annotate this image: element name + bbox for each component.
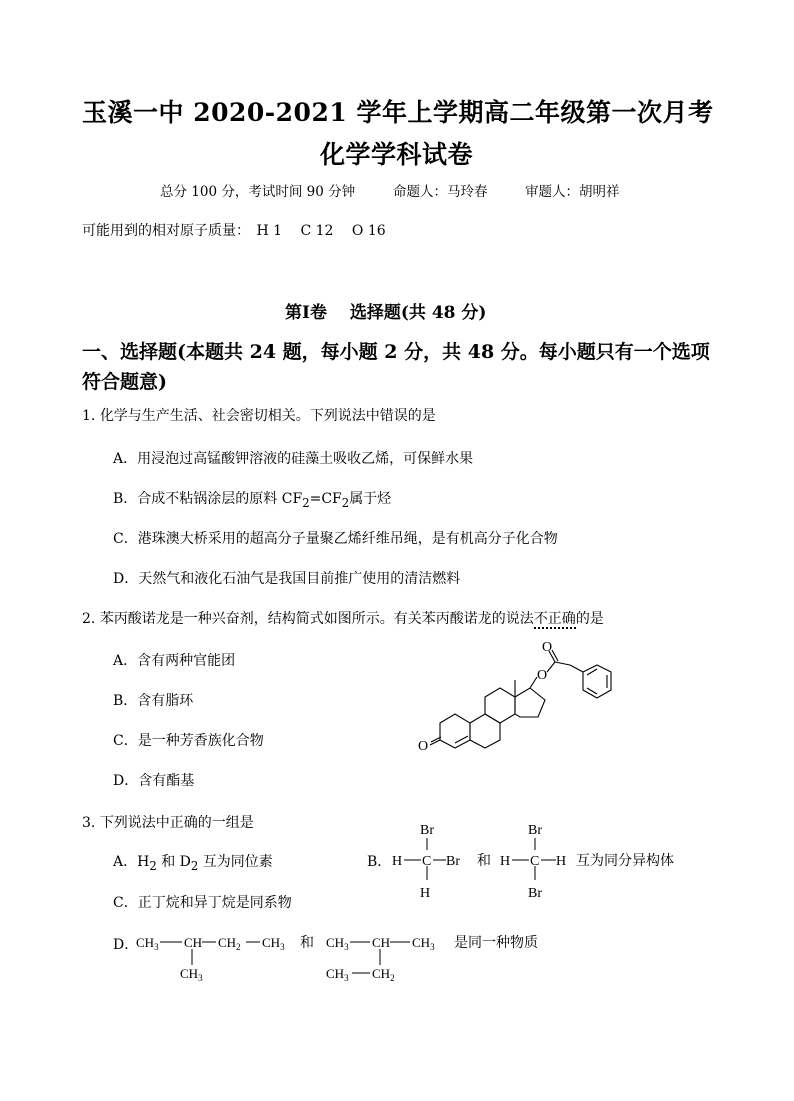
option-text: 含有两种官能团 [137,653,236,669]
right-h: H [500,854,511,869]
q1-option-c [113,528,558,548]
mol2-ch: CH [372,935,391,950]
q3-option-c [113,892,292,912]
question-text-post: 的是 [575,611,604,627]
mol1-ch3-a: $CH_3$ [136,935,159,952]
question-number: 3. [82,815,96,831]
question-text-pre: 苯丙酸诺龙是一种兴奋剂，结构简式如图所示。有关苯丙酸诺龙的说法 [99,611,534,627]
option-text: 正丁烷和异丁烷是同系物 [137,895,292,911]
question-number: 1. [82,408,96,424]
option-text: 港珠澳大桥采用的超高分子量聚乙烯纤维吊绳，是有机高分子化合物 [137,531,558,547]
left-top-br: Br [420,823,434,838]
atomic-mass-h: H 1 [256,223,283,239]
atomic-masses [82,220,386,240]
question-3-stem [82,812,254,832]
atomic-mass-c: C 12 [300,223,334,239]
conj-and: 和 [477,854,491,869]
question-2-stem [82,608,604,628]
option-letter: C． [113,531,138,547]
exam-title-line2: 化学学科试卷 [320,140,474,169]
mol2-ch3-b: $CH_3$ [412,935,435,952]
q3-option-a [113,851,273,873]
exam-title-line1: 玉溪一中 2020-2021 学年上学期高二年级第一次月考 [82,98,714,127]
left-h: H [392,854,403,869]
ester-oxygen-label: O [537,668,548,683]
question-text: 下列说法中正确的一组是 [99,815,254,831]
option-letter: D． [113,773,139,789]
option-letter: A． [113,653,138,669]
option-text: 含有脂环 [137,693,194,709]
option-text-pre: 合成不粘锅涂层的原料 CF [137,491,303,507]
right-c: C [530,854,540,869]
option-letter: D． [113,571,139,587]
q3-option-d-letter: D． [113,937,139,953]
option-letter: C． [113,733,138,749]
q3-option-b-structures [385,820,685,900]
question-number: 2. [82,611,96,627]
option-text-post: 属于烃 [349,491,392,507]
meta-total: 总分 100 分，考试时间 90 分钟 [160,184,356,200]
question-1-stem [82,405,436,425]
option-text-mid: 和 D [156,854,191,870]
q3-option-d-structures [130,925,560,985]
question-text: 化学与生产生活、社会密切相关。下列说法中错误的是 [99,408,436,424]
option-letter: A． [113,854,138,870]
atomic-masses-label: 可能用到的相对原子质量： [82,223,250,239]
emphasis-text: 不正确 [533,611,576,627]
option-text: 含有酯基 [138,773,195,789]
q3-option-b-letter: B． [367,854,392,870]
right-h2: H [556,854,567,869]
meta-setter: 命题人：马玲春 [393,184,488,200]
section-title: 第Ⅰ卷 选择题(共 48 分) [285,303,487,323]
option-letter: B． [113,693,138,709]
right-bottom-br: Br [528,886,542,900]
nandrolone-phenpropionate-structure [400,630,640,760]
mol1-ch2: $CH_2$ [218,935,241,952]
option-d-post: 是同一种物质 [454,936,538,951]
q1-option-b [113,488,391,510]
mol2-ch3-a: $CH_3$ [326,935,349,952]
carbonyl-oxygen-label: O [542,640,553,655]
mol1-ch3-b: $CH_3$ [262,935,285,952]
right-top-br: Br [528,823,542,838]
part-title: 一、选择题(本题共 24 题，每小题 2 分，共 48 分。每小题只有一个选项符合题意) [82,341,710,393]
q2-option-c [113,730,264,750]
left-br: Br [446,854,460,869]
q1-option-a [113,448,473,468]
option-text-mid: =CF [309,491,342,507]
ketone-oxygen-label: O [418,739,429,754]
option-letter: A． [113,451,138,467]
q2-option-b [113,690,193,710]
q2-option-d [113,770,194,790]
option-text-pre: H [137,854,150,870]
mol1-branch-ch3: $CH_3$ [180,966,203,983]
subscript: 2 [341,495,350,510]
option-text-post: 互为同位素 [198,854,273,870]
subscript: 2 [190,858,199,873]
q2-option-a [113,650,235,670]
atomic-mass-o: O 16 [351,223,386,239]
option-letter: B． [113,491,138,507]
mol2-branch-ch3: $CH_3$ [326,966,349,983]
option-text: 天然气和液化石油气是我国目前推广使用的清洁燃料 [138,571,461,587]
option-letter: C． [113,895,138,911]
option-text: 是一种芳香族化合物 [137,733,264,749]
left-c: C [422,854,432,869]
q1-option-d [113,568,460,588]
option-d-conj: 和 [300,936,314,951]
subscript: 2 [302,495,310,510]
option-b-post: 互为同分异构体 [576,854,674,869]
mol1-ch: CH [184,935,203,950]
left-bottom-h: H [420,886,431,900]
mol2-branch-ch2: $CH_2$ [372,966,395,983]
meta-reviewer: 审题人：胡明祥 [525,184,620,200]
option-text: 用浸泡过高锰酸钾溶液的硅藻土吸收乙烯，可保鲜水果 [137,451,474,467]
subscript: 2 [149,858,157,873]
